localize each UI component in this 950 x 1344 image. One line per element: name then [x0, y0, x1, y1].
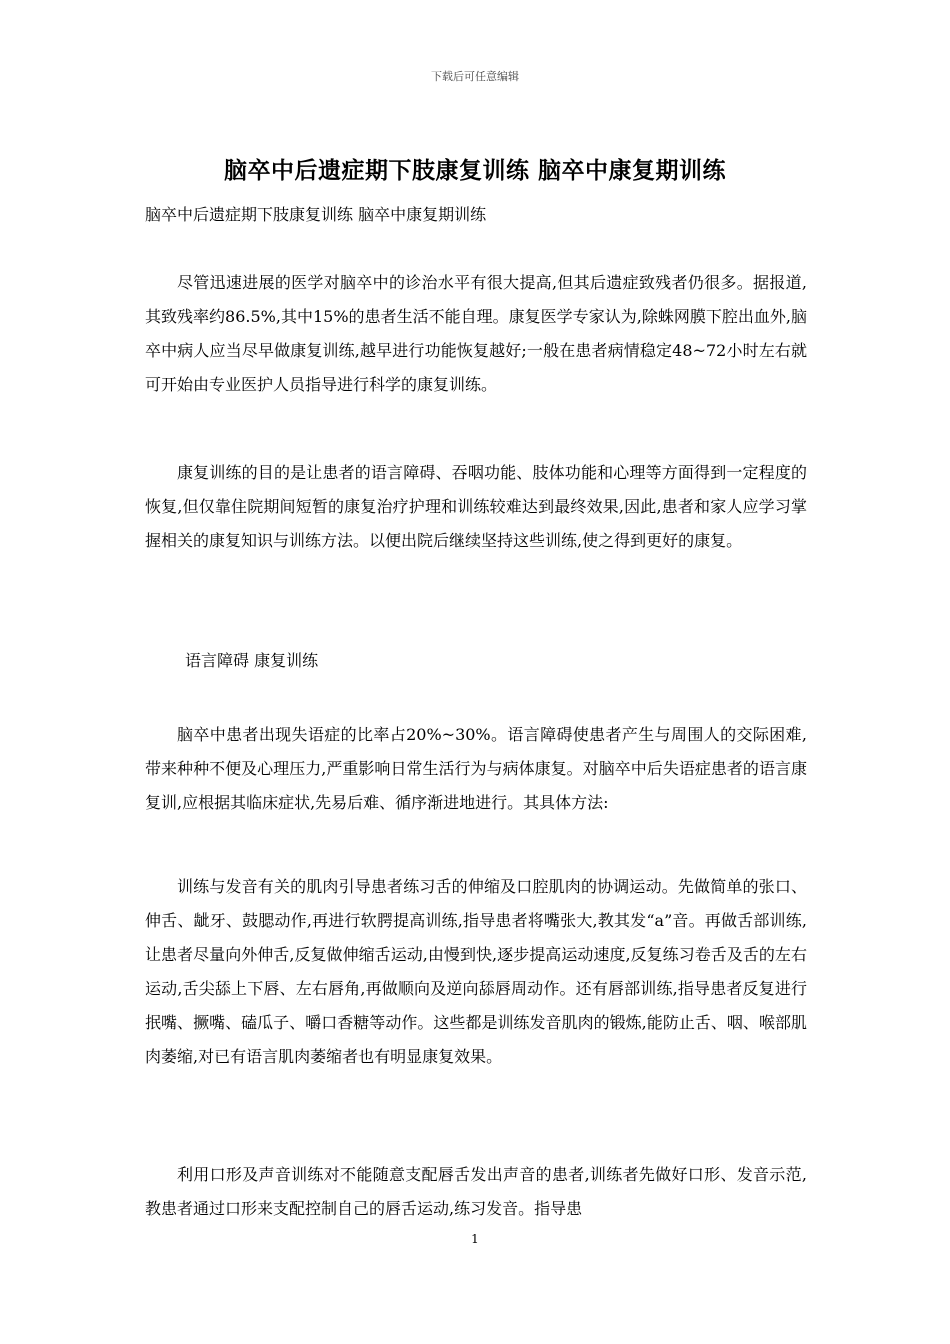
header-note: 下载后可任意编辑: [431, 70, 519, 83]
page-number: 1: [471, 1232, 479, 1246]
paragraph-aphasia-rate: 脑卒中患者出现失语症的比率占20%~30%。语言障碍使患者产生与周围人的交际困难,带来种种不便及心理压力,严重影响日常生活行为与病体康复。对脑卒中后失语症患者的语言康复训,应根据其临床症状,先易后难、循序渐进地进行。其具体方法:: [145, 725, 807, 812]
paragraph-muscle-training: 训练与发音有关的肌肉引导患者练习舌的伸缩及口腔肌肉的协调运动。先做简单的张口、伸舌、龇牙、鼓腮动作,再进行软腭提高训练,指导患者将嘴张大,教其发“a”音。再做舌部训练,让患者尽量向外伸舌,反复做伸缩舌运动,由慢到快,逐步提高运动速度,反复练习卷舌及舌的左右运动,舌尖舔上下唇、左右唇角,再做顺向及逆向舔唇周动作。还有唇部训练,指导患者反复进行抿嘴、撅嘴、磕瓜子、嚼口香糖等动作。这些都是训练发音肌肉的锻炼,能防止舌、咽、喉部肌肉萎缩,对已有语言肌肉萎缩者也有明显康复效果。: [145, 877, 807, 1066]
document-subtitle: 脑卒中后遗症期下肢康复训练 脑卒中康复期训练: [145, 205, 487, 224]
document-title: 脑卒中后遗症期下肢康复训练 脑卒中康复期训练: [223, 157, 726, 184]
paragraph-purpose: 康复训练的目的是让患者的语言障碍、吞咽功能、肢体功能和心理等方面得到一定程度的恢复,但仅靠住院期间短暂的康复治疗护理和训练较难达到最终效果,因此,患者和家人应学习掌握相关的康复知识与训练方法。以便出院后继续坚持这些训练,使之得到更好的康复。: [145, 463, 807, 550]
section-heading: 语言障碍 康复训练: [185, 651, 319, 670]
paragraph-mouth-shape-training: 利用口形及声音训练对不能随意支配唇舌发出声音的患者,训练者先做好口形、发音示范,教患者通过口形来支配控制自己的唇舌运动,练习发音。指导患: [145, 1165, 807, 1218]
paragraph-intro: 尽管迅速进展的医学对脑卒中的诊治水平有很大提高,但其后遗症致残者仍很多。据报道,其致残率约86.5%,其中15%的患者生活不能自理。康复医学专家认为,除蛛网膜下腔出血外,脑卒中病人应当尽早做康复训练,越早进行功能恢复越好;一般在患者病情稳定48~72小时左右就可开始由专业医护人员指导进行科学的康复训练。: [145, 273, 807, 394]
